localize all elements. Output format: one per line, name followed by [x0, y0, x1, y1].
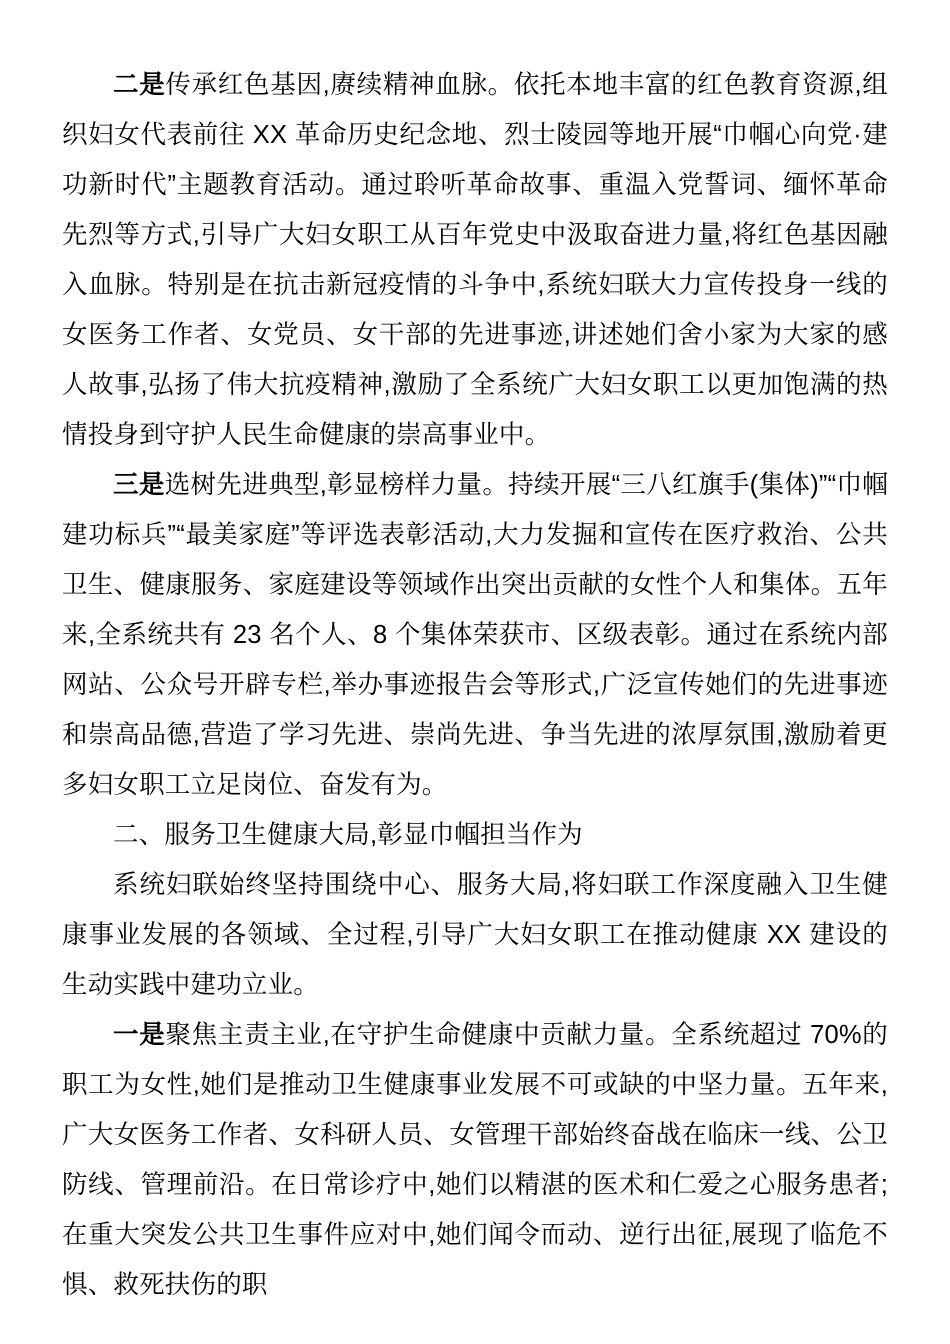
paragraph-text: 聚焦主责主业,在守护生命健康中贡献力量。全系统超过 70%的职工为女性,她们是推动卫生健康事业发展不可或缺的中坚力量。五年来,广大女医务工作者、女科研人员、女管理干部始终奋战在临床一线、公卫防线、管理前沿。在日常诊疗中,她们以精湛的医术和仁爱之心服务患者;在重大突发公共卫生事件应对中,她们闻令而动、逆行出征,展现了临危不惧、救死扶伤的职	[62, 1021, 888, 1299]
paragraph-er-shi	[62, 60, 888, 460]
paragraph-lead-label: 二是	[113, 71, 166, 99]
section-heading-text: 二、服务卫生健康大局,彰显巾帼担当作为	[113, 821, 583, 849]
paragraph-text: 选树先进典型,彰显榜样力量。持续开展“三八红旗手(集体)”“巾帼建功标兵”“最美家庭”等评选表彰活动,大力发掘和宣传在医疗救治、公共卫生、健康服务、家庭建设等领域作出突出贡献的女性个人和集体。五年来,全系统共有 23 名个人、8 个集体荣获市、区级表彰。通过在系统内部网站、公众号开辟专栏,举办事迹报告会等形式,广泛宣传她们的先进事迹和崇高品德,营造了学习先进、崇尚先进、争当先进的浓厚氛围,激励着更多妇女职工立足岗位、奋发有为。	[62, 471, 888, 799]
paragraph-text: 系统妇联始终坚持围绕中心、服务大局,将妇联工作深度融入卫生健康事业发展的各领域、全过程,引导广大妇女职工在推动健康 XX 建设的生动实践中建功立业。	[62, 871, 888, 999]
paragraph-lead-label: 三是	[113, 471, 165, 499]
document-body	[62, 60, 888, 1310]
paragraph-section-intro	[62, 860, 888, 1010]
section-heading-two	[62, 810, 888, 860]
paragraph-lead-label: 一是	[113, 1021, 166, 1049]
paragraph-text: 传承红色基因,赓续精神血脉。依托本地丰富的红色教育资源,组织妇女代表前往 XX 革命历史纪念地、烈士陵园等地开展“巾帼心向党·建功新时代”主题教育活动。通过聆听革命故事、重温入党誓词、缅怀革命先烈等方式,引导广大妇女职工从百年党史中汲取奋进力量,将红色基因融入血脉。特别是在抗击新冠疫情的斗争中,系统妇联大力宣传投身一线的女医务工作者、女党员、女干部的先进事迹,讲述她们舍小家为大家的感人故事,弘扬了伟大抗疫精神,激励了全系统广大妇女职工以更加饱满的热情投身到守护人民生命健康的崇高事业中。	[62, 71, 888, 449]
paragraph-yi-shi	[62, 1010, 888, 1310]
paragraph-san-shi	[62, 460, 888, 810]
